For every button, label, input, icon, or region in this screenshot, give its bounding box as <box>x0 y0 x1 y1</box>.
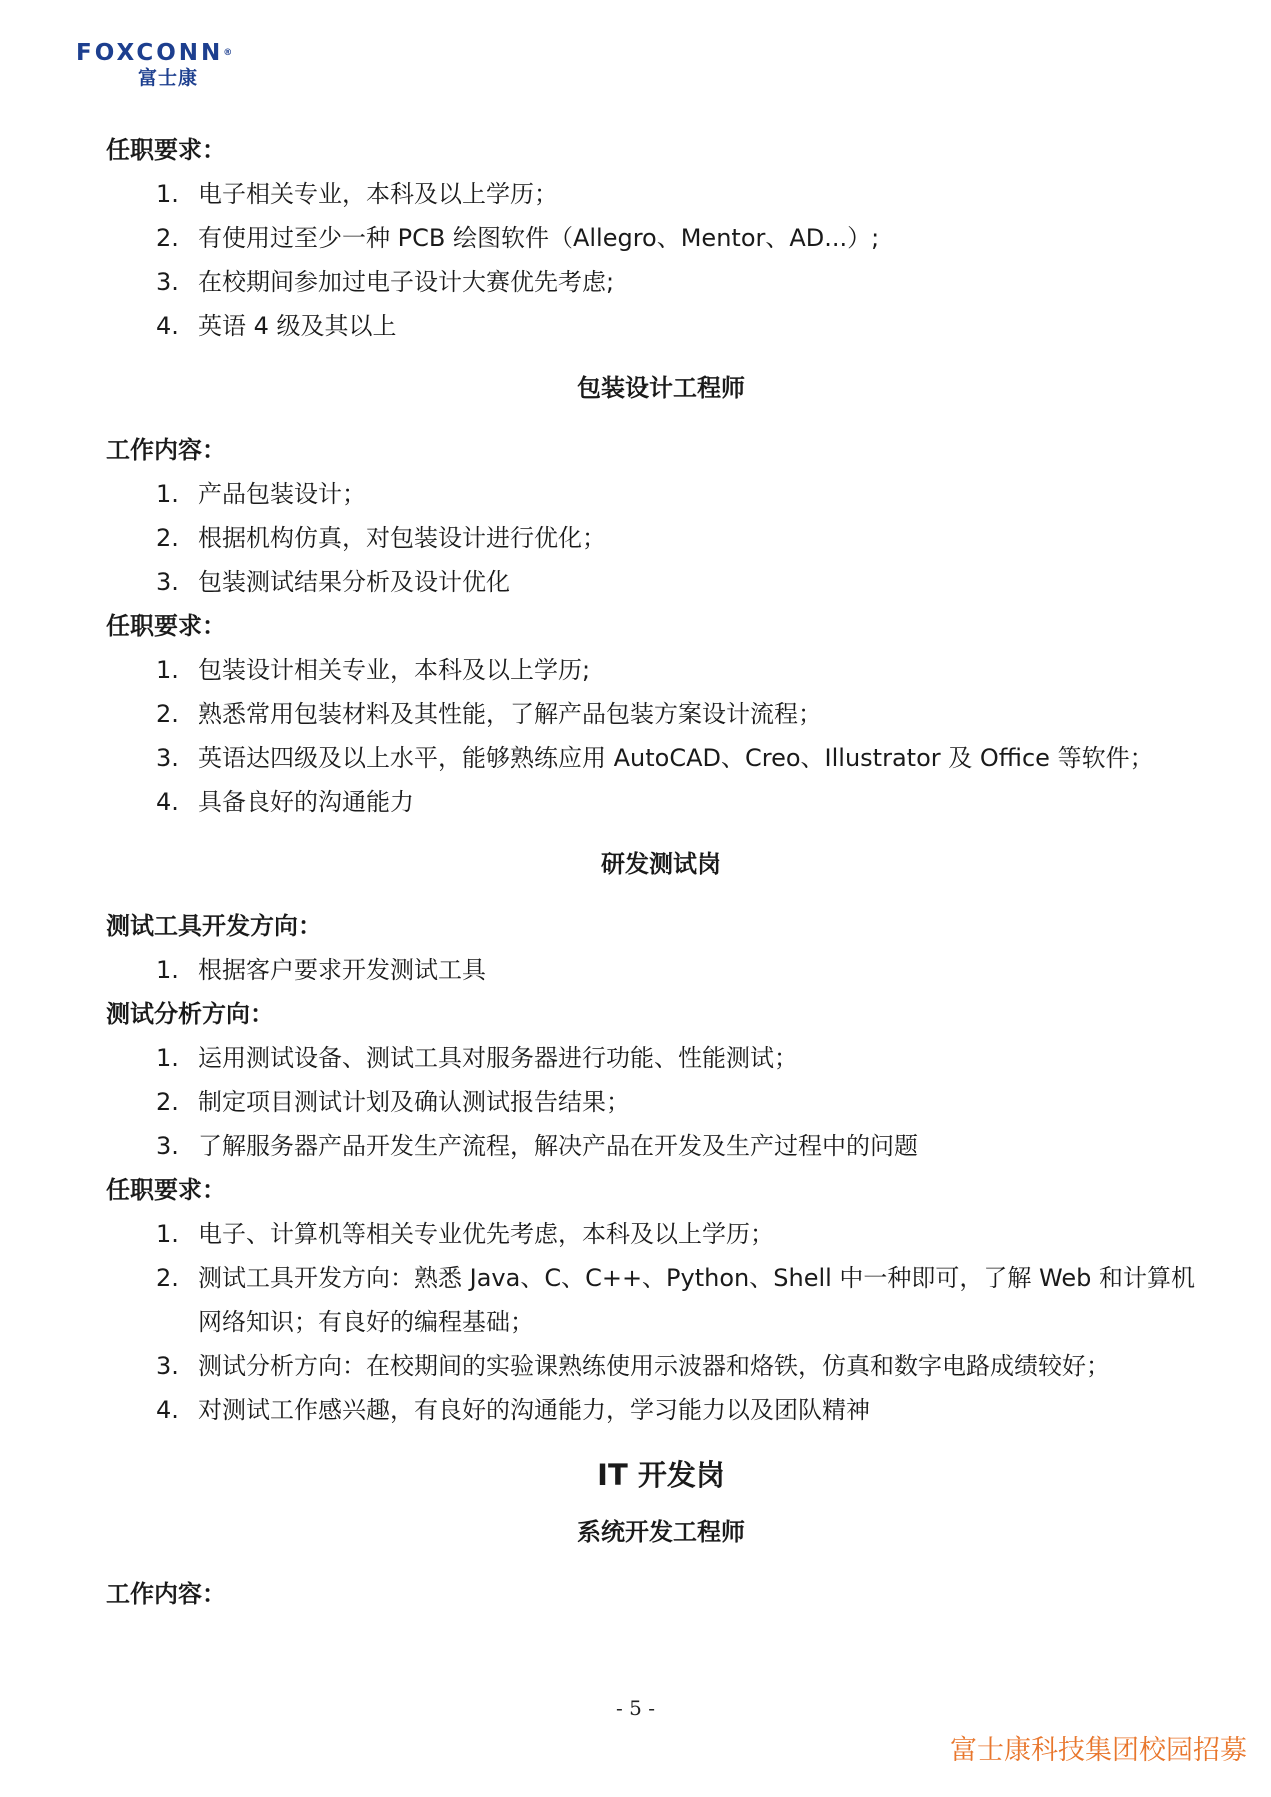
list-item: 1. 包装设计相关专业，本科及以上学历; <box>156 656 591 684</box>
list-item: 1. 运用测试设备、测试工具对服务器进行功能、性能测试； <box>156 1044 798 1072</box>
list-item: 2. 测试工具开发方向：熟悉 Java、C、C++、Python、Shell 中一种即可，了解 Web 和计算机网络知识；有良好的编程基础； <box>156 1264 1196 1336</box>
footer-brand: 富士康科技集团校园招募 <box>950 1735 1247 1766</box>
section-label: 任职要求： <box>106 136 226 164</box>
registered-mark: ® <box>223 48 233 58</box>
list-item: 1. 电子相关专业，本科及以上学历； <box>156 180 558 208</box>
list-item: 4. 具备良好的沟通能力 <box>156 788 414 816</box>
section-label: 工作内容： <box>106 1580 226 1608</box>
job-title: 包装设计工程师 <box>577 374 745 402</box>
list-item: 3. 包装测试结果分析及设计优化 <box>156 568 510 596</box>
list-item: 2. 制定项目测试计划及确认测试报告结果； <box>156 1088 630 1116</box>
logo-text-en: FOXCONN <box>76 40 224 66</box>
work-list <box>106 472 1216 604</box>
list-item: 3. 在校期间参加过电子设计大赛优先考虑; <box>156 268 615 296</box>
tool-list <box>106 948 1216 992</box>
section-label: 工作内容： <box>106 436 226 464</box>
list-item: 1. 产品包装设计； <box>156 480 366 508</box>
job-title: 系统开发工程师 <box>577 1518 745 1546</box>
list-item: 4. 对测试工作感兴趣，有良好的沟通能力，学习能力以及团队精神 <box>156 1396 870 1424</box>
document-body <box>106 128 1216 1616</box>
category-title: IT 开发岗 <box>597 1458 725 1492</box>
requirements-list <box>106 648 1216 824</box>
list-item: 1. 电子、计算机等相关专业优先考虑，本科及以上学历； <box>156 1220 774 1248</box>
analysis-list <box>106 1036 1216 1168</box>
list-item: 3. 英语达四级及以上水平，能够熟练应用 AutoCAD、Creo、Illustrator 及 Office 等软件； <box>156 744 1154 772</box>
list-item: 4. 英语 4 级及其以上 <box>156 312 397 340</box>
list-item: 2. 有使用过至少一种 PCB 绘图软件（Allegro、Mentor、AD...）; <box>156 224 880 252</box>
requirements-list <box>106 1212 1216 1432</box>
list-item: 3. 测试分析方向：在校期间的实验课熟练使用示波器和烙铁，仿真和数字电路成绩较好； <box>156 1352 1110 1380</box>
page-number: - 5 - <box>616 1696 655 1720</box>
list-item: 1. 根据客户要求开发测试工具 <box>156 956 486 984</box>
logo-text-cn: 富士康 <box>138 67 199 89</box>
section-label: 任职要求： <box>106 1176 226 1204</box>
section-label: 测试分析方向： <box>106 1000 274 1028</box>
list-item: 2. 根据机构仿真，对包装设计进行优化； <box>156 524 606 552</box>
section-label: 任职要求： <box>106 612 226 640</box>
list-item: 3. 了解服务器产品开发生产流程，解决产品在开发及生产过程中的问题 <box>156 1132 918 1160</box>
requirements-list <box>106 172 1216 348</box>
job-title: 研发测试岗 <box>601 850 721 878</box>
foxconn-logo <box>76 40 286 90</box>
list-item: 2. 熟悉常用包装材料及其性能，了解产品包装方案设计流程； <box>156 700 822 728</box>
section-label: 测试工具开发方向： <box>106 912 322 940</box>
